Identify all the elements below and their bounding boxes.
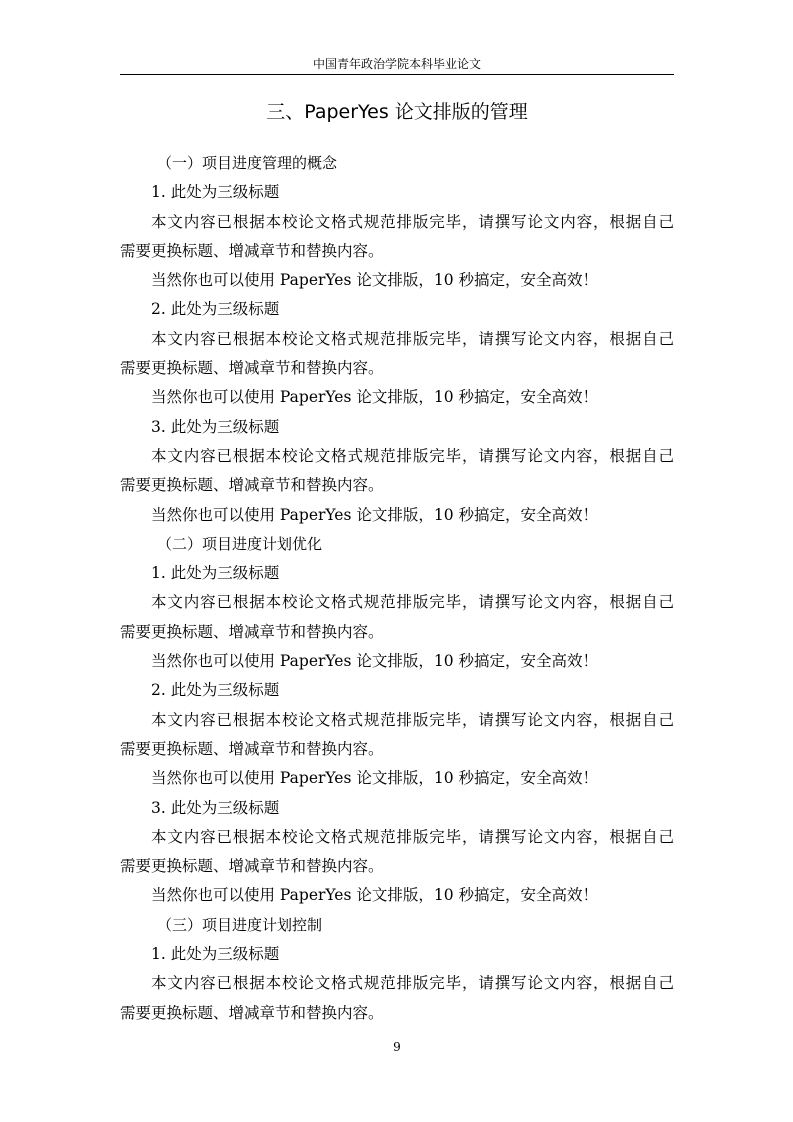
- paragraph-first-line: 本文内容已根据本校论文格式规范排版完毕，请撰写论文内容，根据自己: [151, 710, 674, 729]
- paragraph-line: 当然你也可以使用 PaperYes 论文排版，10 秒搞定，安全高效！: [151, 886, 598, 905]
- section-heading: （二）项目进度计划优化: [157, 534, 323, 553]
- paragraph-continuation-line: 需要更换标题、增减章节和替换内容。: [120, 359, 384, 378]
- page-number: 9: [393, 1040, 401, 1054]
- document-body: [120, 149, 674, 1028]
- subsection-heading: 1. 此处为三级标题: [151, 564, 280, 583]
- paragraph-continuation-line: 需要更换标题、增减章节和替换内容。: [120, 241, 384, 260]
- subsection-heading: 3. 此处为三级标题: [151, 798, 280, 817]
- chapter-title: 三、PaperYes 论文排版的管理: [266, 101, 528, 123]
- subsection-heading: 1. 此处为三级标题: [151, 945, 280, 964]
- paragraph-continuation-line: 需要更换标题、增减章节和替换内容。: [120, 622, 384, 641]
- section-heading: （三）项目进度计划控制: [157, 915, 323, 934]
- paragraph-line: 当然你也可以使用 PaperYes 论文排版，10 秒搞定，安全高效！: [151, 652, 598, 671]
- paragraph-first-line: 本文内容已根据本校论文格式规范排版完毕，请撰写论文内容，根据自己: [151, 446, 674, 465]
- paragraph-line: 当然你也可以使用 PaperYes 论文排版，10 秒搞定，安全高效！: [151, 271, 598, 290]
- paragraph-line: 当然你也可以使用 PaperYes 论文排版，10 秒搞定，安全高效！: [151, 505, 598, 524]
- section-heading: （一）项目进度管理的概念: [157, 154, 338, 172]
- paragraph-first-line: 本文内容已根据本校论文格式规范排版完毕，请撰写论文内容，根据自己: [151, 827, 674, 846]
- paragraph-line: 当然你也可以使用 PaperYes 论文排版，10 秒搞定，安全高效！: [151, 769, 598, 788]
- running-header: 中国青年政治学院本科毕业论文: [312, 57, 481, 71]
- paragraph-continuation-line: 需要更换标题、增减章节和替换内容。: [120, 1003, 384, 1022]
- subsection-heading: 2. 此处为三级标题: [151, 300, 280, 319]
- paragraph-continuation-line: 需要更换标题、增减章节和替换内容。: [120, 857, 384, 876]
- subsection-heading: 3. 此处为三级标题: [151, 417, 280, 436]
- paragraph-continuation-line: 需要更换标题、增减章节和替换内容。: [120, 476, 384, 495]
- paragraph-first-line: 本文内容已根据本校论文格式规范排版完毕，请撰写论文内容，根据自己: [151, 329, 674, 348]
- subsection-heading: 2. 此处为三级标题: [151, 681, 280, 700]
- header-rule: [120, 74, 674, 75]
- subsection-heading: 1. 此处为三级标题: [151, 183, 280, 202]
- paragraph-continuation-line: 需要更换标题、增减章节和替换内容。: [120, 739, 384, 758]
- paragraph-first-line: 本文内容已根据本校论文格式规范排版完毕，请撰写论文内容，根据自己: [151, 212, 674, 231]
- paragraph-line: 当然你也可以使用 PaperYes 论文排版，10 秒搞定，安全高效！: [151, 388, 598, 407]
- paragraph-first-line: 本文内容已根据本校论文格式规范排版完毕，请撰写论文内容，根据自己: [151, 593, 674, 612]
- paragraph-first-line: 本文内容已根据本校论文格式规范排版完毕，请撰写论文内容，根据自己: [151, 974, 674, 993]
